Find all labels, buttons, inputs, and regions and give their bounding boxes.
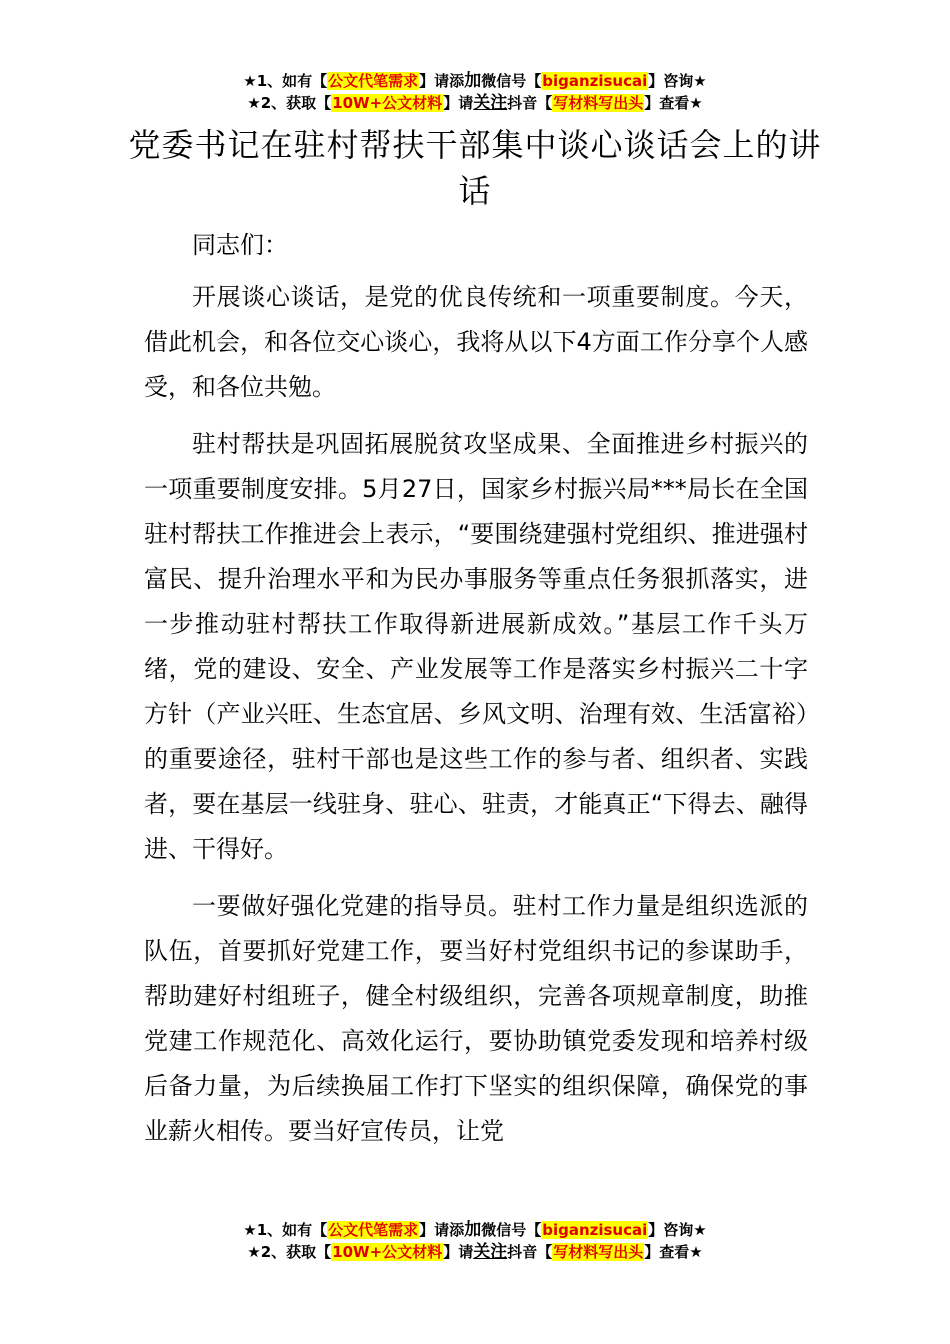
banner-text: 】咨询★ bbox=[648, 1221, 707, 1239]
banner-text: ★2、获取【 bbox=[247, 1243, 332, 1261]
greeting: 同志们： bbox=[192, 231, 288, 259]
banner-text: 】查看★ bbox=[644, 94, 703, 112]
highlight-wechat-id: biganzisucai bbox=[542, 1221, 648, 1239]
paragraph: 驻村帮扶是巩固拓展脱贫攻坚成果、全面推进乡村振兴的一项重要制度安排。5月27日，国家乡村振兴局***局长在全国驻村帮扶工作推进会上表示，“要围绕建强村党组织、推进强村富民、提升治理水平和为民办事服务等重点任务狠抓落实，进一步推动驻村帮扶工作取得新进展新成效。”基层工作千头万绪，党的建设、安全、产业发展等工作是落实乡村振兴二十字方针（产业兴旺、生态宜居、乡风文明、治理有效、生活富裕）的重要途径，驻村干部也是这些工作的参与者、组织者、实践者，要在基层一线驻身、驻心、驻责，才能真正“下得去、融得进、干得好。 bbox=[144, 430, 808, 863]
banner-line-1 bbox=[0, 1219, 950, 1241]
banner-emphasis: 加 bbox=[464, 1220, 482, 1240]
banner-text: ★1、如有【 bbox=[243, 1221, 328, 1239]
highlight-service: 公文代笔需求 bbox=[328, 72, 419, 90]
banner-text: 】查看★ bbox=[644, 1243, 703, 1261]
banner-line-2 bbox=[0, 92, 950, 114]
banner-line-2 bbox=[0, 1241, 950, 1263]
footer-banner bbox=[0, 1219, 950, 1263]
greeting-block bbox=[144, 223, 808, 280]
document-title: 党委书记在驻村帮扶干部集中谈心谈话会上的讲话 bbox=[128, 126, 822, 210]
banner-text: 】请 bbox=[443, 94, 474, 112]
banner-text: 】请添 bbox=[419, 1221, 465, 1239]
banner-underlined: 关注 bbox=[473, 1242, 508, 1262]
banner-emphasis: 加 bbox=[464, 71, 482, 91]
highlight-materials: 10W+公文材料 bbox=[332, 94, 443, 112]
document-body bbox=[144, 275, 808, 1166]
banner-text: 】请添 bbox=[419, 72, 465, 90]
highlight-service: 公文代笔需求 bbox=[328, 1221, 419, 1239]
header-banner bbox=[0, 70, 950, 114]
banner-text: 微信号【 bbox=[481, 72, 542, 90]
banner-underlined: 关注 bbox=[473, 93, 508, 113]
paragraph: 一要做好强化党建的指导员。驻村工作力量是组织选派的队伍，首要抓好党建工作，要当好村党组织书记的参谋助手，帮助建好村组班子，健全村级组织，完善各项规章制度，助推党建工作规范化、高效化运行，要协助镇党委发现和培养村级后备力量，为后续换届工作打下坚实的组织保障，确保党的事业薪火相传。要当好宣传员，让党 bbox=[144, 892, 808, 1145]
highlight-douyin-account: 写材料写出头 bbox=[553, 1243, 644, 1261]
highlight-wechat-id: biganzisucai bbox=[542, 72, 648, 90]
paragraph: 开展谈心谈话，是党的优良传统和一项重要制度。今天，借此机会，和各位交心谈心，我将从以下4方面工作分享个人感受，和各位共勉。 bbox=[144, 283, 808, 401]
banner-text: 微信号【 bbox=[481, 1221, 542, 1239]
banner-text: ★2、获取【 bbox=[247, 94, 332, 112]
banner-text: 】请 bbox=[443, 1243, 474, 1261]
banner-line-1 bbox=[0, 70, 950, 92]
banner-text: 抖音【 bbox=[507, 1243, 553, 1261]
highlight-douyin-account: 写材料写出头 bbox=[553, 94, 644, 112]
banner-text: 】咨询★ bbox=[648, 72, 707, 90]
banner-text: ★1、如有【 bbox=[243, 72, 328, 90]
highlight-materials: 10W+公文材料 bbox=[332, 1243, 443, 1261]
banner-text: 抖音【 bbox=[507, 94, 553, 112]
